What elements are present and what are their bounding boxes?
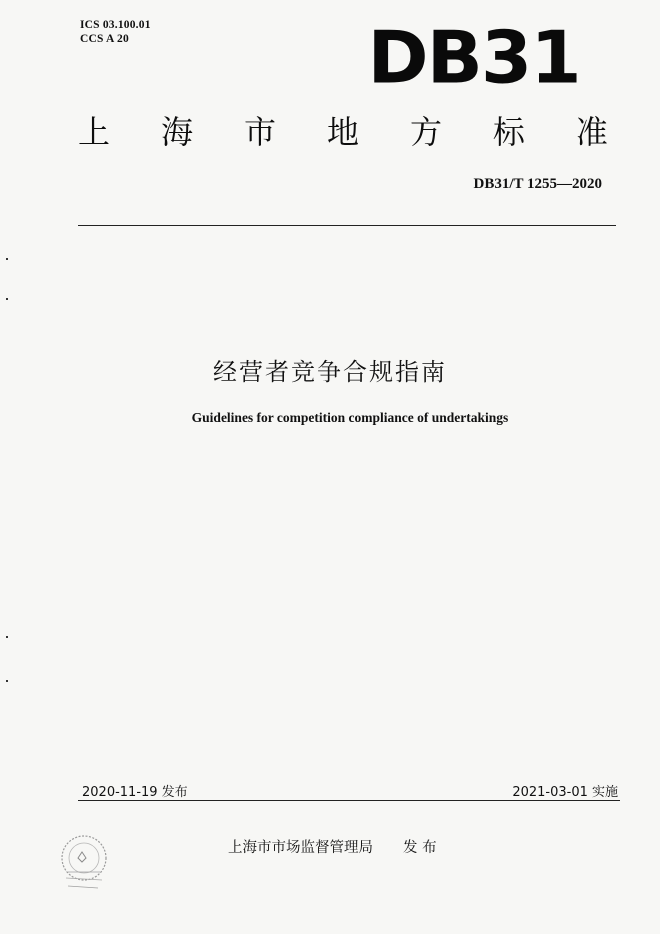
document-title-english: Guidelines for competition compliance of undertakings: [191, 410, 509, 425]
standard-type-char: 方: [409, 113, 442, 151]
standard-type-char: 上: [78, 113, 111, 151]
db31-logo: DB31: [367, 15, 580, 100]
document-title-chinese: 经营者竞争合规指南: [213, 358, 447, 386]
standard-type-title: [78, 112, 608, 152]
publish-date: 2020-11-19 发布: [82, 785, 188, 800]
classification-codes: [80, 18, 151, 46]
standard-type-char: 地: [326, 113, 359, 151]
header-divider: [78, 225, 616, 226]
issue-label: 发 布: [403, 840, 437, 856]
ics-code: ICS 03.100.01: [80, 19, 151, 31]
standard-number: DB31/T 1255—2020: [473, 176, 602, 192]
margin-mark: [6, 258, 8, 260]
ccs-code: CCS A 20: [80, 33, 129, 45]
margin-mark: [6, 298, 8, 300]
margin-mark: [6, 680, 8, 682]
official-seal-stamp: [48, 828, 120, 900]
implement-date: 2021-03-01 实施: [512, 785, 618, 800]
standard-type-char: 市: [243, 113, 276, 151]
standard-type-char: 海: [160, 113, 193, 151]
margin-mark: [6, 636, 8, 638]
issuer-name: 上海市市场监督管理局: [228, 840, 373, 856]
issuing-authority: [228, 836, 437, 857]
footer-divider: [78, 800, 620, 801]
standard-type-char: 标: [492, 113, 525, 151]
standard-type-char: 准: [575, 113, 608, 151]
